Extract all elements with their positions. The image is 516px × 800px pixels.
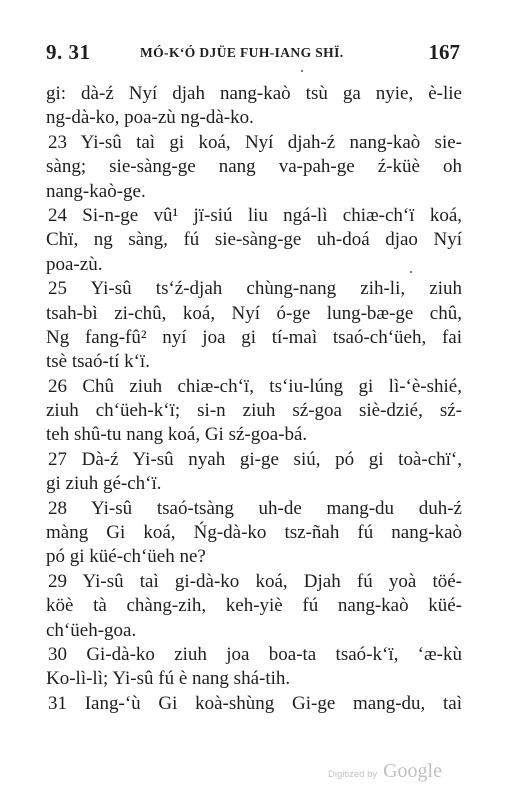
text-line: tsah-bì zi-chû, koá, Nyí ó-ge lung-bæ-ge chû,: [46, 302, 462, 324]
text-line: gi: dà-ź Nyí djah nang-kaò tsù ga nyie, è-lie: [46, 83, 462, 104]
text-line: teh shû-tu nang koá, Gi sź-goa-bá.: [46, 424, 308, 446]
google-watermark: [328, 760, 442, 784]
text-line: sàng; sie-sàng-ge nang va-pah-ge ź-küè oh: [46, 156, 462, 178]
text-line: màng Gi koá, Ńg-dà-ko tsz-ñah fú nang-kaò: [46, 522, 462, 544]
running-head-title: MÓ-K‘Ó DJÜE FUH-IANG SHÏ.: [140, 45, 344, 60]
verse-30-line: 30 Gi-dà-ko ziuh joa boa-ta tsaó-k‘ï, ‘æ-kù: [48, 643, 462, 665]
text-line: gi ziuh gé-ch‘ï.: [46, 473, 162, 495]
print-speck: [301, 70, 303, 72]
verse-27-line: 27 Dà-ź Yi-sû nyah gi-ge siú, pó gi toà-chï‘,: [48, 448, 462, 470]
text-line: poa-zù.: [46, 253, 103, 275]
verse-23-line: 23 Yi-sû taì gi koá, Nyí djah-ź nang-kaò sie-: [48, 131, 462, 153]
text-line: ziuh ch‘üeh-k‘ï; si-n ziuh sź-goa siè-dzié, sź-: [46, 400, 462, 422]
verse-29-line: 29 Yi-sû taì gi-dà-ko koá, Djah fú yoà töé-: [48, 570, 462, 592]
text-line: nang-kaò-ge.: [46, 180, 146, 202]
text-line: Chï, ng sàng, fú sie-sàng-ge uh-doá djao Nyí: [46, 229, 462, 251]
verse-28-line: 28 Yi-sû tsaó-tsàng uh-de mang-du duh-ź: [48, 497, 462, 519]
text-line: ch‘üeh-goa.: [46, 619, 137, 641]
text-body: [46, 82, 462, 716]
text-line: pó gi küé-ch‘üeh ne?: [46, 546, 206, 568]
verse-26-line: 26 Chû ziuh chiæ-ch‘ï, ts‘iu-lúng gi lì-‘è-shié,: [48, 375, 462, 397]
verse-31-line: 31 Iang-‘ù Gi koà-shùng Gi-ge mang-du, taì: [48, 692, 462, 714]
watermark-prefix: Digitized by: [328, 769, 378, 780]
verse-25-line: 25 Yi-sû ts‘ź-djah chùng-nang zih-li, ziuh: [48, 278, 462, 300]
text-line: Ko-lì-lì; Yi-sû fú è nang shá-tih.: [46, 668, 291, 690]
text-line: Ng fang-fû² nyí joa gi tí-maì tsaó-ch‘üeh, fai: [46, 326, 462, 348]
verse-24-line: 24 Si-n-ge vû¹ jï-siú liu ngá-lì chiæ-ch‘ï koá,: [48, 204, 462, 226]
running-head: [46, 40, 462, 66]
running-head-chapter-verse: 9. 31: [46, 40, 91, 64]
page-number: 167: [428, 40, 460, 64]
google-logo: Google: [383, 760, 442, 782]
text-line: ng-dà-ko, poa-zù ng-dà-ko.: [46, 107, 254, 129]
text-line: tsè tsaó-tí k‘ï.: [46, 351, 150, 373]
text-line: köè tà chàng-zih, keh-yiè fú nang-kaò küé-: [46, 595, 462, 617]
